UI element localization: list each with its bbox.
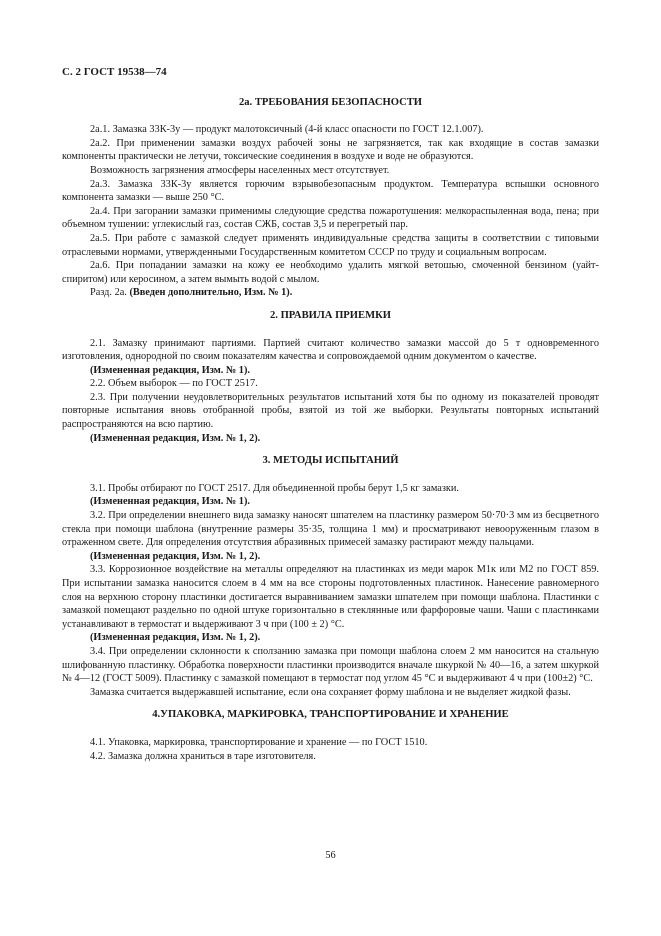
razd-note [62,286,599,300]
section-title-methods: 3. МЕТОДЫ ИСПЫТАНИЙ [262,455,399,467]
paragraph-4-1: 4.1. Упаковка, маркировка, транспортирование и хранение — по ГОСТ 1510. [90,736,428,748]
amendment-note: (Измененная редакция, Изм. № 1). [90,364,250,376]
paragraph-3-4-cont: Замазка считается выдержавшей испытание, если она сохраняет форму шаблона и не выделяет жидкой фазы. [90,686,571,698]
paragraph-2a2: 2а.2. При применении замазки воздух рабочей зоны не загрязняется, так как входящие в состав замазки компоненты практически не летучи, токсические соединения в воздухе и воде не образуются. [62,137,599,163]
paragraph-2a5: 2а.5. При работе с замазкой следует применять индивидуальные средства защиты в соответствии с типовыми отраслевыми нормами, утвержденными Государственным комитетом СССР по труду и социальным вопросам. [62,232,599,258]
paragraph-2a4: 2а.4. При загорании замазки применимы следующие средства пожаротушения: мелкораспыленная вода, пена; при объемном тушении: углекислый газ, состав СЖБ, состав 3,5 и перегретый пар. [62,205,599,231]
paragraph-3-4: 3.4. При определении склонности к сползанию замазка при помощи шаблона слоем 2 мм наносится на стальную шлифованную пластинку. Обработка поверхности пластинки производится вначале шкуркой № 40—16, а затем шкуркой № 4—12 (ГОСТ 5009). Пластинку с замазкой помещают в термостат под углом 45 °С и выдерживают 4 ч при (100±2) °С. [62,645,599,685]
section-title-acceptance: 2. ПРАВИЛА ПРИЕМКИ [269,309,392,321]
paragraph-2-1: 2.1. Замазку принимают партиями. Партией считают количество замазки массой до 5 т одновременного изготовления, однородной по своим показателям качества и сопровождаемой одним документом о качестве. [62,337,599,363]
section-acceptance [62,309,599,445]
section-title-safety: 2а. ТРЕБОВАНИЯ БЕЗОПАСНОСТИ [238,96,423,108]
paragraph-2a6: 2а.6. При попадании замазки на кожу ее необходимо удалить мягкой ветошью, смоченной бензином (уайт-спиритом) или керосином, а затем вымыть водой с мылом. [62,260,599,285]
page-header: С. 2 ГОСТ 19538—74 [62,66,167,78]
amendment-note: (Измененная редакция, Изм. № 1). [90,496,250,508]
paragraph-3-1: 3.1. Пробы отбирают по ГОСТ 2517. Для объединенной пробы берут 1,5 кг замазки. [90,482,460,494]
paragraph-2a3: 2а.3. Замазка 33К-3у является горючим взрывобезопасным продуктом. Температура вспышки основного компонента замазки — выше 250 °С. [62,178,599,204]
section-safety [62,96,599,300]
amendment-note: (Измененная редакция, Изм. № 1, 2). [90,550,261,562]
paragraph-2a1: 2а.1. Замазка 33К-3у — продукт малотоксичный (4-й класс опасности по ГОСТ 12.1.007). [90,124,484,136]
razd-prefix: Разд. 2а. [90,287,130,299]
section-title-packaging: 4.УПАКОВКА, МАРКИРОВКА, ТРАНСПОРТИРОВАНИЕ И ХРАНЕНИЕ [152,709,509,721]
paragraph-3-2: 3.2. При определении внешнего вида замазку наносят шпателем на пластинку размером 50·70·3 мм из бесцветного стекла при помощи шаблона (внутренние размеры 35·35, толщина 1 мм) и просматривают невооруженным глазом в отраженном свете. Для определения отсутствия абразивных примесей замазку растирают между пальцами. [62,510,599,549]
paragraph-4-2: 4.2. Замазка должна храниться в таре изготовителя. [90,750,316,762]
paragraph-2-2: 2.2. Объем выборок — по ГОСТ 2517. [90,378,258,390]
amendment-note: (Измененная редакция, Изм. № 1, 2). [90,432,261,444]
paragraph-2-3: 2.3. При получении неудовлетворительных результатов испытаний хотя бы по одному из показателей проводят повторные испытания вновь отобранной пробы, взятой из той же выборки. Результаты повторных испытаний распространяются на всю партию. [62,391,599,431]
razd-bold: (Введен дополнительно, Изм. № 1). [129,287,293,299]
amendment-note: (Измененная редакция, Изм. № 1, 2). [90,632,261,644]
page-number: 56 [325,850,336,861]
section-methods [62,454,599,699]
paragraph-2a2-cont: Возможность загрязнения атмосферы населенных мест отсутствует. [90,164,390,176]
paragraph-3-3: 3.3. Коррозионное воздействие на металлы определяют на пластинках из меди марок М1к или М2 по ГОСТ 859. При испытании замазка наносится слоем в 4 мм на все стороны подготовленных пластинок. Нанесение равномерного слоя на верхнюю сторону пластинки достигается выравниванием замазки шпателем при помощи шаблона. Пластинки с замазкой помещают раздельно по одной штуке горизонтально в стеклянные или фарфоровые чаши. Чаши с пластинками устанавливают в термостат и выдерживают 3 ч при (100 ± 2) °С. [62,564,599,630]
section-packaging [62,708,599,763]
